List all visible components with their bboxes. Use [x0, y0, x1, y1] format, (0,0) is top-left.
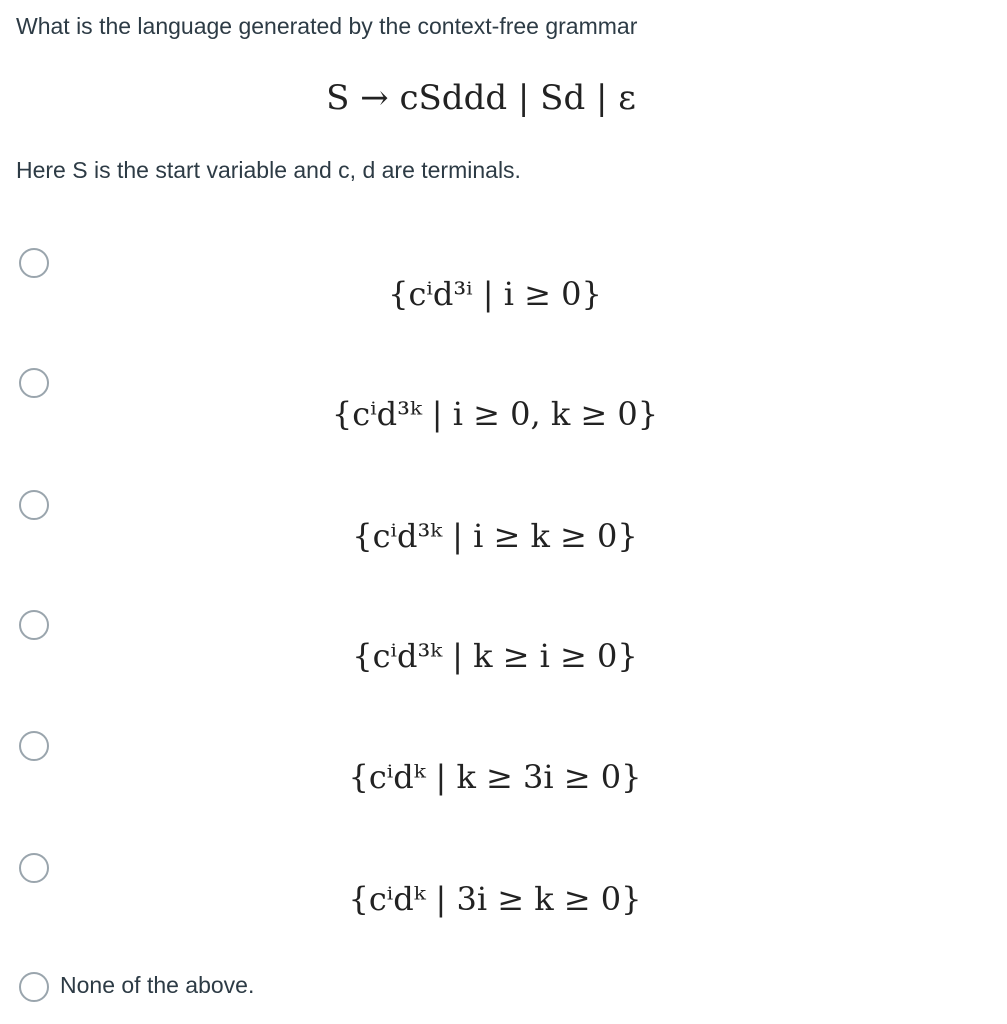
choice-7-radio[interactable] [19, 972, 49, 1002]
question-prompt: What is the language generated by the context-free grammar [16, 13, 638, 39]
choice-4-formula: {cⁱd³ᵏ | k ≥ i ≥ 0} [352, 637, 638, 675]
grammar-formula: S → cSddd | Sd | ε [326, 78, 636, 118]
question-note: Here S is the start variable and c, d are terminals. [16, 157, 521, 183]
choice-5-formula: {cⁱdᵏ | k ≥ 3i ≥ 0} [348, 758, 642, 796]
choice-1-formula: {cⁱd³ⁱ | i ≥ 0} [388, 275, 602, 313]
choice-7-label[interactable]: None of the above. [60, 972, 255, 998]
choice-6-formula: {cⁱdᵏ | 3i ≥ k ≥ 0} [348, 880, 642, 918]
choice-3-formula: {cⁱd³ᵏ | i ≥ k ≥ 0} [352, 517, 638, 555]
choice-2-formula: {cⁱd³ᵏ | i ≥ 0, k ≥ 0} [331, 395, 659, 433]
